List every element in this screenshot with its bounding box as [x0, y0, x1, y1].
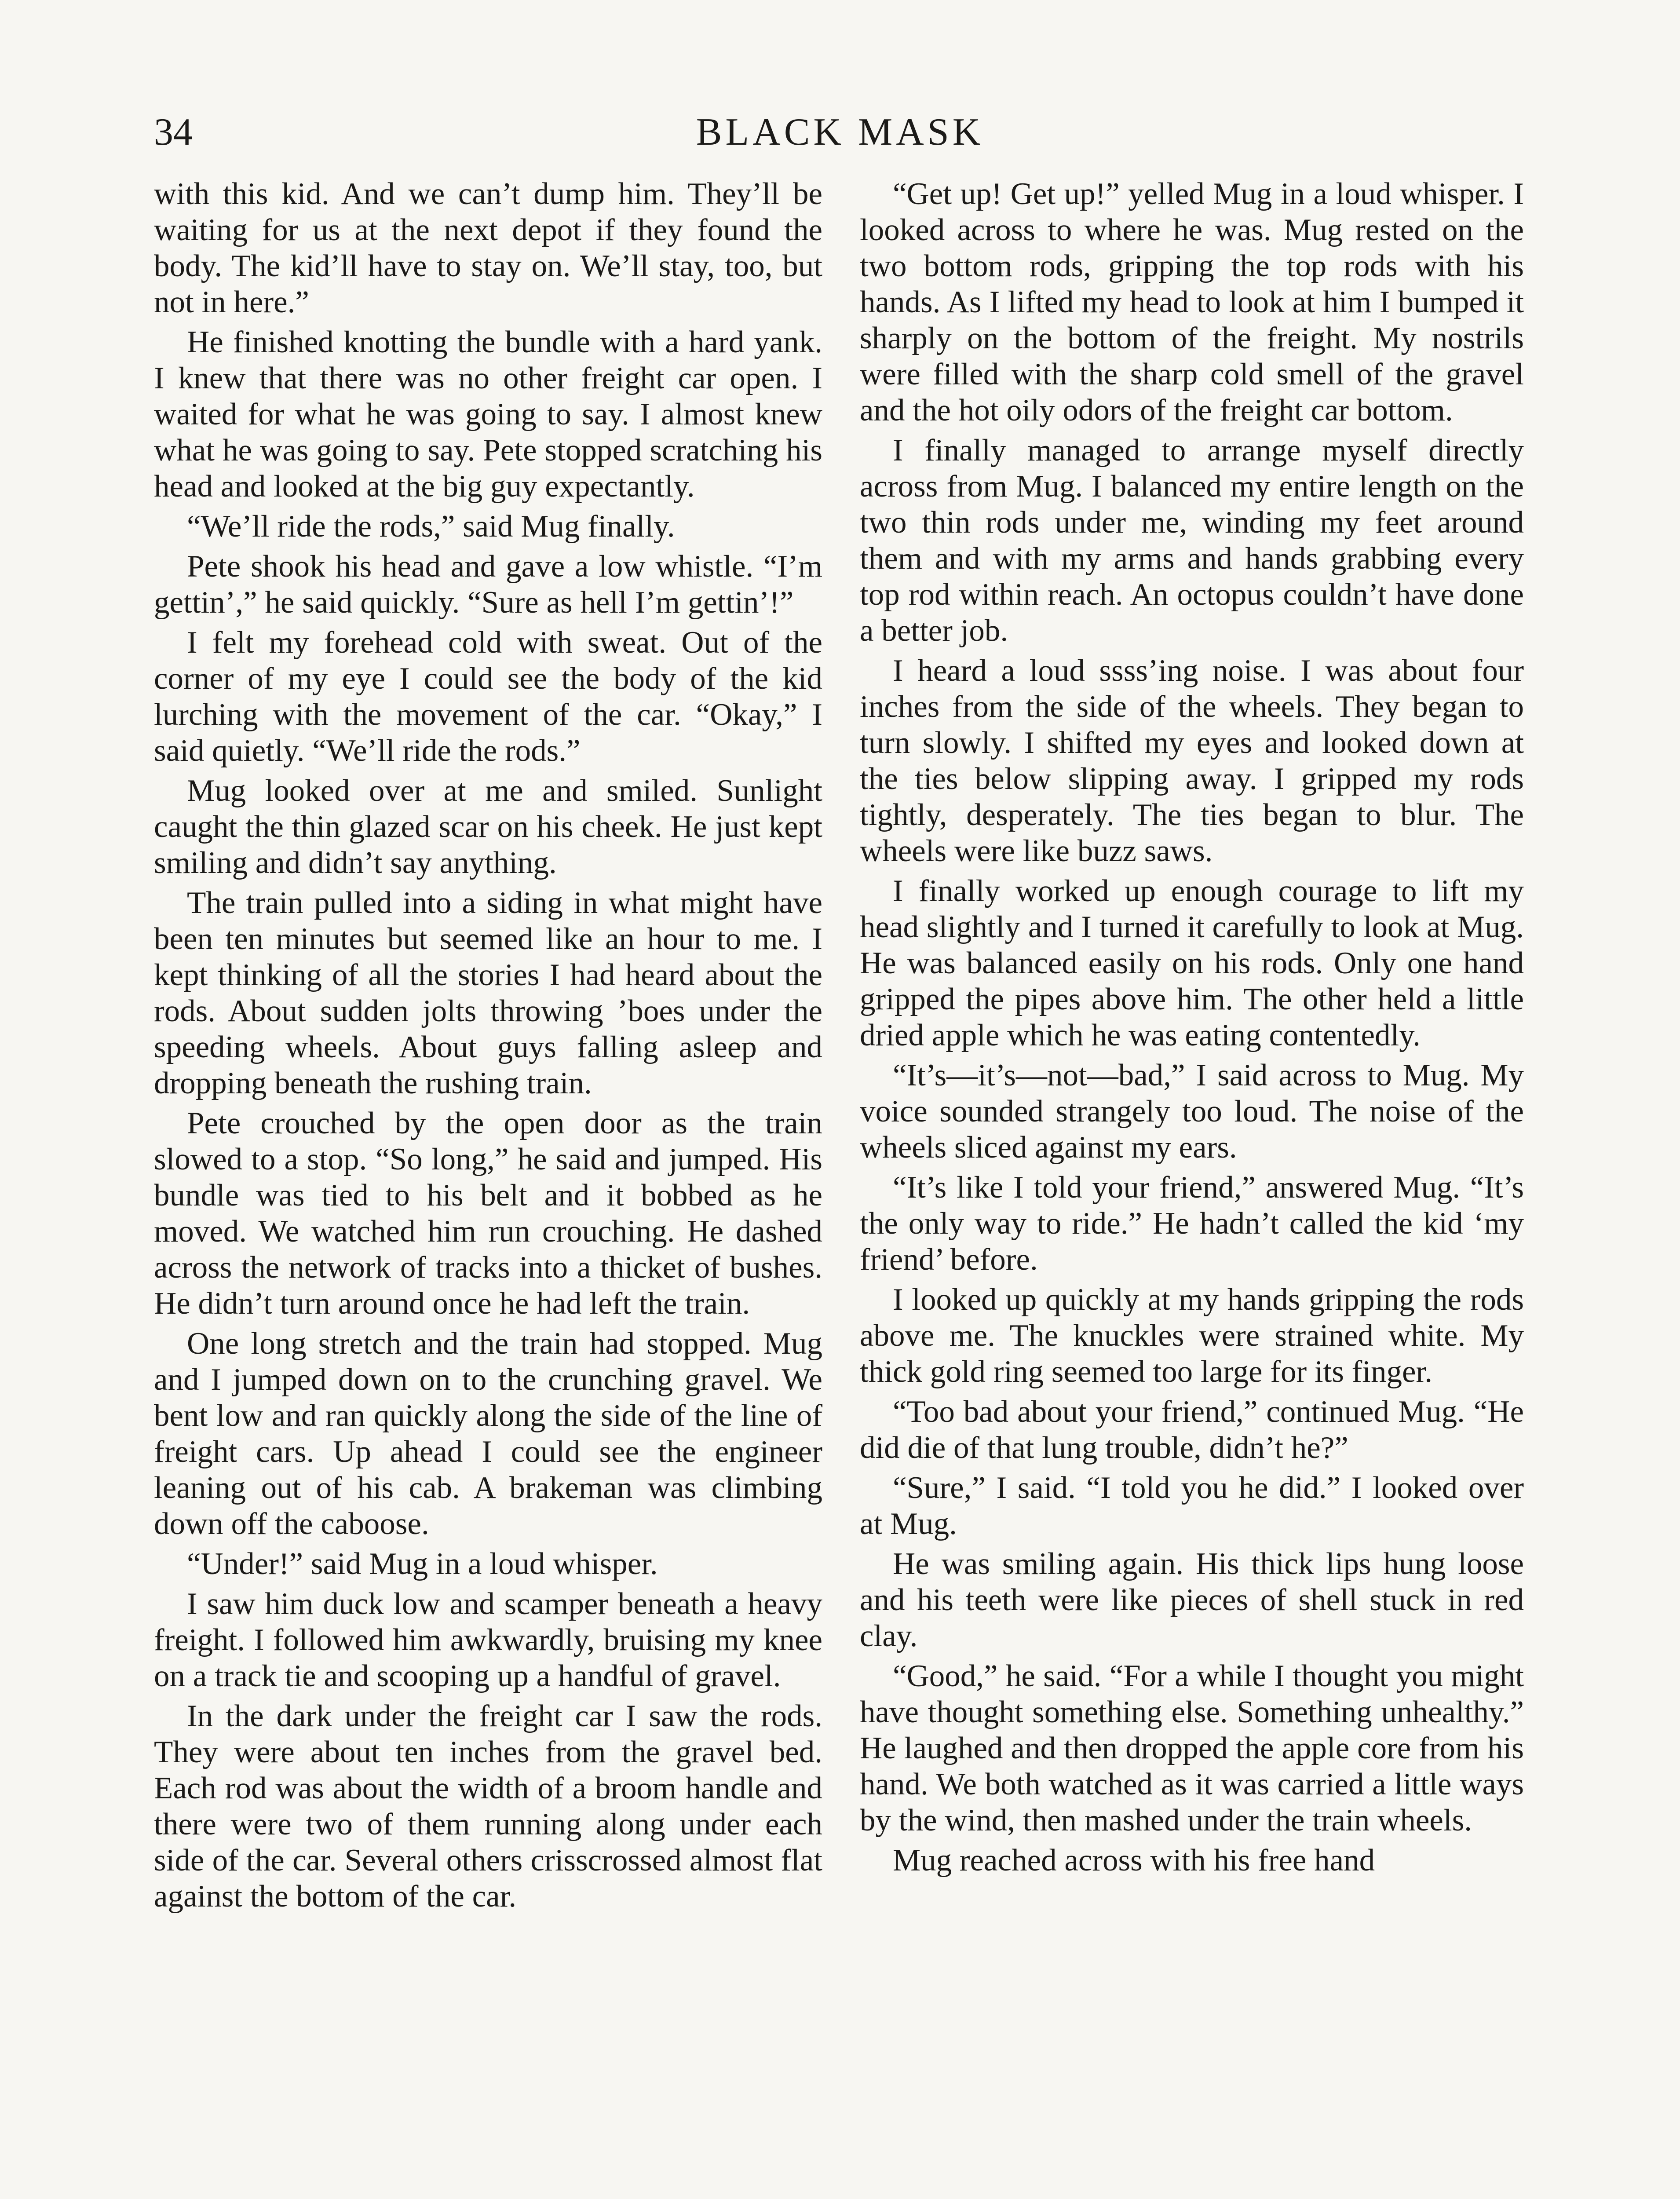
paragraph: One long stretch and the train had stopped. Mug and I jumped down on to the crunching gravel. We bent low and ran quickly along the side of the line of freight cars. Up ahead I could see the engineer leaning out of his cab. A brakeman was climbing down off the caboose.: [154, 1326, 822, 1541]
paragraph: In the dark under the freight car I saw the rods. They were about ten inches from the gravel bed. Each rod was about the width of a broom handle and there were two of them running along under each side of the car. Several others crisscrossed almost flat against the bottom of the car.: [154, 1699, 822, 1914]
paragraph: The train pulled into a siding in what might have been ten minutes but seemed like an hour to me. I kept thinking of all the stories I had heard about the rods. About sudden jolts throwing ’boes under the speeding wheels. About guys falling asleep and dropping beneath the rushing train.: [154, 886, 822, 1100]
running-head-title: BLACK MASK: [696, 111, 984, 153]
right-column: [860, 176, 1524, 1882]
paragraph: “It’s like I told your friend,” answered Mug. “It’s the only way to ride.” He hadn’t called the kid ‘my friend’ before.: [860, 1170, 1524, 1277]
paragraph: Mug reached across with his free hand: [893, 1843, 1375, 1878]
paragraph: with this kid. And we can’t dump him. They’ll be waiting for us at the next depot if they found the body. The kid’ll have to stay on. We’ll stay, too, but not in here.”: [154, 177, 822, 319]
paragraph: Mug looked over at me and smiled. Sunlight caught the thin glazed scar on his cheek. He just kept smiling and didn’t say anything.: [154, 774, 822, 880]
paragraph: I finally worked up enough courage to lift my head slightly and I turned it carefully to look at Mug. He was balanced easily on his rods. Only one hand gripped the pipes above him. The other held a little dried apple which he was eating contentedly.: [860, 874, 1524, 1052]
paragraph: “It’s—it’s—not—bad,” I said across to Mug. My voice sounded strangely too loud. The noise of the wheels sliced against my ears.: [860, 1058, 1524, 1165]
paragraph: He finished knotting the bundle with a hard yank. I knew that there was no other freight car open. I waited for what he was going to say. I almost knew what he was going to say. Pete stopped scratching his head and looked at the big guy expectantly.: [154, 325, 822, 504]
paragraph: Pete crouched by the open door as the train slowed to a stop. “So long,” he said and jumped. His bundle was tied to his belt and it bobbed as he moved. We watched him run crouching. He dashed across the network of tracks into a thicket of bushes. He didn’t turn around once he had left the train.: [154, 1106, 822, 1321]
paragraph: “Too bad about your friend,” continued Mug. “He did die of that lung trouble, didn’t he?”: [860, 1395, 1524, 1465]
paragraph: “Sure,” I said. “I told you he did.” I looked over at Mug.: [860, 1471, 1524, 1541]
paragraph: “We’ll ride the rods,” said Mug finally.: [187, 509, 675, 544]
paragraph: “Good,” he said. “For a while I thought you might have thought something else. Something unhealthy.” He laughed and then dropped the apple core from his hand. We both watched as it was carried a little ways by the wind, then mashed under the train wheels.: [860, 1659, 1524, 1837]
paragraph: He was smiling again. His thick lips hung loose and his teeth were like pieces of shell stuck in red clay.: [860, 1547, 1524, 1653]
paragraph: “Under!” said Mug in a loud whisper.: [187, 1547, 658, 1581]
paragraph: “Get up! Get up!” yelled Mug in a loud whisper. I looked across to where he was. Mug rested on the two bottom rods, gripping the top rods with his hands. As I lifted my head to look at him I bumped it sharply on the bottom of the freight. My nostrils were filled with the sharp cold smell of the gravel and the hot oily odors of the freight car bottom.: [860, 177, 1524, 427]
paragraph: I finally managed to arrange myself directly across from Mug. I balanced my entire length on the two thin rods under me, winding my feet around them and with my arms and hands grabbing every top rod within reach. An octopus couldn’t have done a better job.: [860, 433, 1524, 648]
paragraph: I looked up quickly at my hands gripping the rods above me. The knuckles were strained white. My thick gold ring seemed too large for its finger.: [860, 1282, 1524, 1389]
paragraph: I felt my forehead cold with sweat. Out of the corner of my eye I could see the body of the kid lurching with the movement of the car. “Okay,” I said quietly. “We’ll ride the rods.”: [154, 625, 822, 768]
paragraph: I saw him duck low and scamper beneath a heavy freight. I followed him awkwardly, bruising my knee on a track tie and scooping up a handful of gravel.: [154, 1587, 822, 1693]
paragraph: I heard a loud ssss’ing noise. I was about four inches from the side of the wheels. They began to turn slowly. I shifted my eyes and looked down at the ties below slipping away. I gripped my rods tightly, desperately. The ties began to blur. The wheels were like buzz saws.: [860, 654, 1524, 868]
paragraph: Pete shook his head and gave a low whistle. “I’m gettin’,” he said quickly. “Sure as hell I’m gettin’!”: [154, 549, 822, 620]
left-column: [154, 176, 822, 1918]
page-number: 34: [154, 111, 193, 153]
